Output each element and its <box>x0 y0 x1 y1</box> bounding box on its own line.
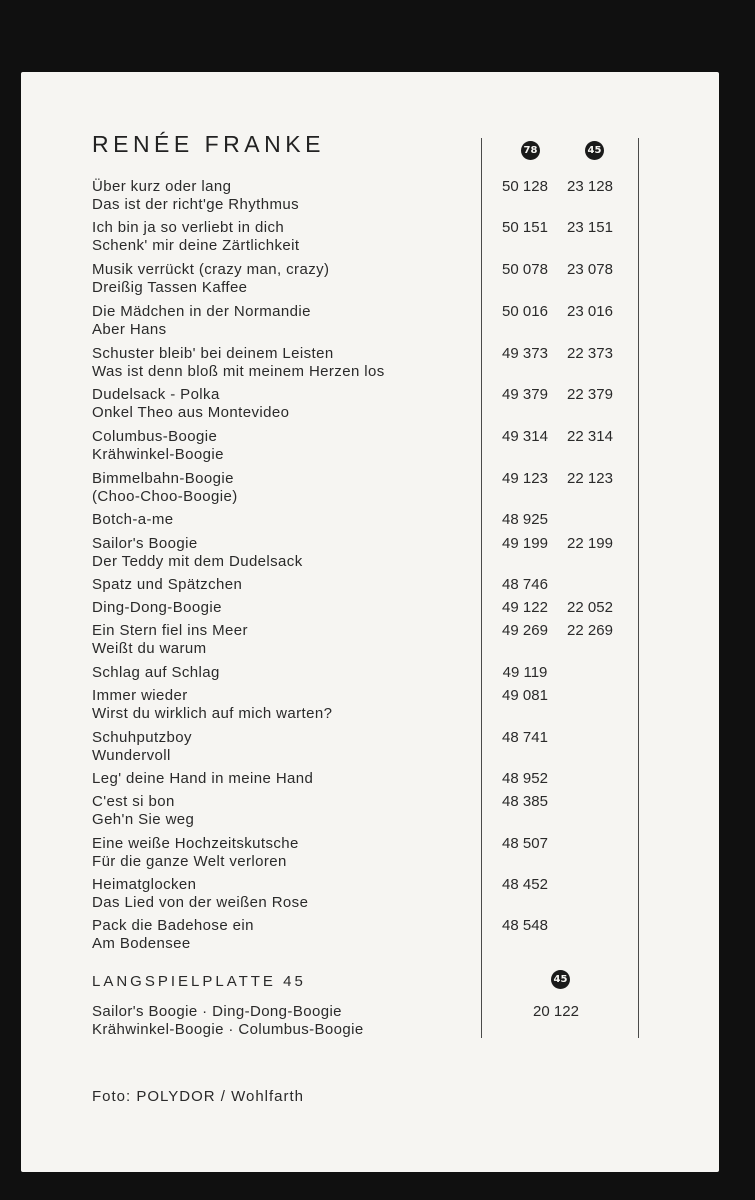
catalog-number-78: 50 128 <box>502 178 548 195</box>
song-title: Pack die Badehose ein <box>92 917 254 934</box>
disc-45-icon: 45 <box>585 141 604 160</box>
song-title: Heimatglocken <box>92 876 197 893</box>
catalog-number-45: 22 373 <box>567 345 613 362</box>
artist-title: RENÉE FRANKE <box>92 131 325 157</box>
catalog-number-78: 49 314 <box>502 428 548 445</box>
catalog-number-78: 50 016 <box>502 303 548 320</box>
catalog-number-78: 49 373 <box>502 345 548 362</box>
song-title: Was ist denn bloß mit meinem Herzen los <box>92 363 385 380</box>
song-title: Der Teddy mit dem Dudelsack <box>92 553 303 570</box>
song-title: Am Bodensee <box>92 935 191 952</box>
song-title: Wirst du wirklich auf mich warten? <box>92 705 333 722</box>
song-title: Schenk' mir deine Zärtlichkeit <box>92 237 300 254</box>
song-title: C'est si bon <box>92 793 175 810</box>
catalog-number-78: 50 078 <box>502 261 548 278</box>
song-title: Geh'n Sie weg <box>92 811 195 828</box>
song-title: Wundervoll <box>92 747 171 764</box>
catalog-number-45: 22 269 <box>567 622 613 639</box>
lp-title: LANGSPIELPLATTE 45 <box>92 973 306 990</box>
catalog-number-78: 49 119 <box>502 664 548 681</box>
song-title: Die Mädchen in der Normandie <box>92 303 311 320</box>
catalog-number-78: 48 925 <box>502 511 548 528</box>
song-title: Für die ganze Welt verloren <box>92 853 287 870</box>
catalog-number-78: 48 452 <box>502 876 548 893</box>
song-title: Ein Stern fiel ins Meer <box>92 622 248 639</box>
song-title: (Choo-Choo-Boogie) <box>92 488 238 505</box>
song-title: Das Lied von der weißen Rose <box>92 894 309 911</box>
catalog-number-45: 23 078 <box>567 261 613 278</box>
catalog-number-45: 23 016 <box>567 303 613 320</box>
song-title: Immer wieder <box>92 687 188 704</box>
catalog-number-45: 23 128 <box>567 178 613 195</box>
column-rule-left <box>481 138 482 1038</box>
song-title: Aber Hans <box>92 321 167 338</box>
song-title: Onkel Theo aus Montevideo <box>92 404 290 421</box>
song-title: Dreißig Tassen Kaffee <box>92 279 248 296</box>
song-title: Ich bin ja so verliebt in dich <box>92 219 285 236</box>
catalog-number-78: 48 385 <box>502 793 548 810</box>
song-title: Über kurz oder lang <box>92 178 232 195</box>
catalog-number-78: 49 199 <box>502 535 548 552</box>
catalog-number-78: 49 122 <box>502 599 548 616</box>
lp-line-1: Sailor's Boogie · Ding-Dong-Boogie <box>92 1003 342 1020</box>
catalog-number-45: 22 379 <box>567 386 613 403</box>
catalog-number-78: 49 269 <box>502 622 548 639</box>
song-title: Botch-a-me <box>92 511 174 528</box>
song-title: Eine weiße Hochzeitskutsche <box>92 835 299 852</box>
song-title: Schlag auf Schlag <box>92 664 220 681</box>
catalog-number-78: 48 548 <box>502 917 548 934</box>
catalog-number-78: 49 081 <box>502 687 548 704</box>
song-title: Ding-Dong-Boogie <box>92 599 222 616</box>
song-title: Krähwinkel-Boogie <box>92 446 224 463</box>
lp-line-2: Krähwinkel-Boogie · Columbus-Boogie <box>92 1021 364 1038</box>
song-title: Schuster bleib' bei deinem Leisten <box>92 345 334 362</box>
lp-number: 20 122 <box>533 1003 579 1020</box>
song-title: Das ist der richt'ge Rhythmus <box>92 196 300 213</box>
catalog-number-45: 22 052 <box>567 599 613 616</box>
catalog-number-78: 50 151 <box>502 219 548 236</box>
song-title: Leg' deine Hand in meine Hand <box>92 770 314 787</box>
catalog-number-78: 49 123 <box>502 470 548 487</box>
catalog-number-78: 48 746 <box>502 576 548 593</box>
song-title: Columbus-Boogie <box>92 428 218 445</box>
catalog-number-78: 48 952 <box>502 770 548 787</box>
song-title: Dudelsack - Polka <box>92 386 220 403</box>
catalog-number-78: 49 379 <box>502 386 548 403</box>
disc-78-icon: 78 <box>521 141 540 160</box>
catalog-number-45: 23 151 <box>567 219 613 236</box>
song-title: Schuhputzboy <box>92 729 192 746</box>
catalog-number-45: 22 199 <box>567 535 613 552</box>
song-title: Bimmelbahn-Boogie <box>92 470 234 487</box>
column-rule-right <box>638 138 639 1038</box>
catalog-number-45: 22 123 <box>567 470 613 487</box>
song-title: Spatz und Spätzchen <box>92 576 243 593</box>
catalog-number-45: 22 314 <box>567 428 613 445</box>
song-title: Sailor's Boogie <box>92 535 198 552</box>
catalog-number-78: 48 507 <box>502 835 548 852</box>
song-title: Weißt du warum <box>92 640 207 657</box>
song-title: Musik verrückt (crazy man, crazy) <box>92 261 330 278</box>
disc-45-lp-icon: 45 <box>551 970 570 989</box>
catalog-number-78: 48 741 <box>502 729 548 746</box>
photo-credit: Foto: POLYDOR / Wohlfarth <box>92 1088 305 1105</box>
